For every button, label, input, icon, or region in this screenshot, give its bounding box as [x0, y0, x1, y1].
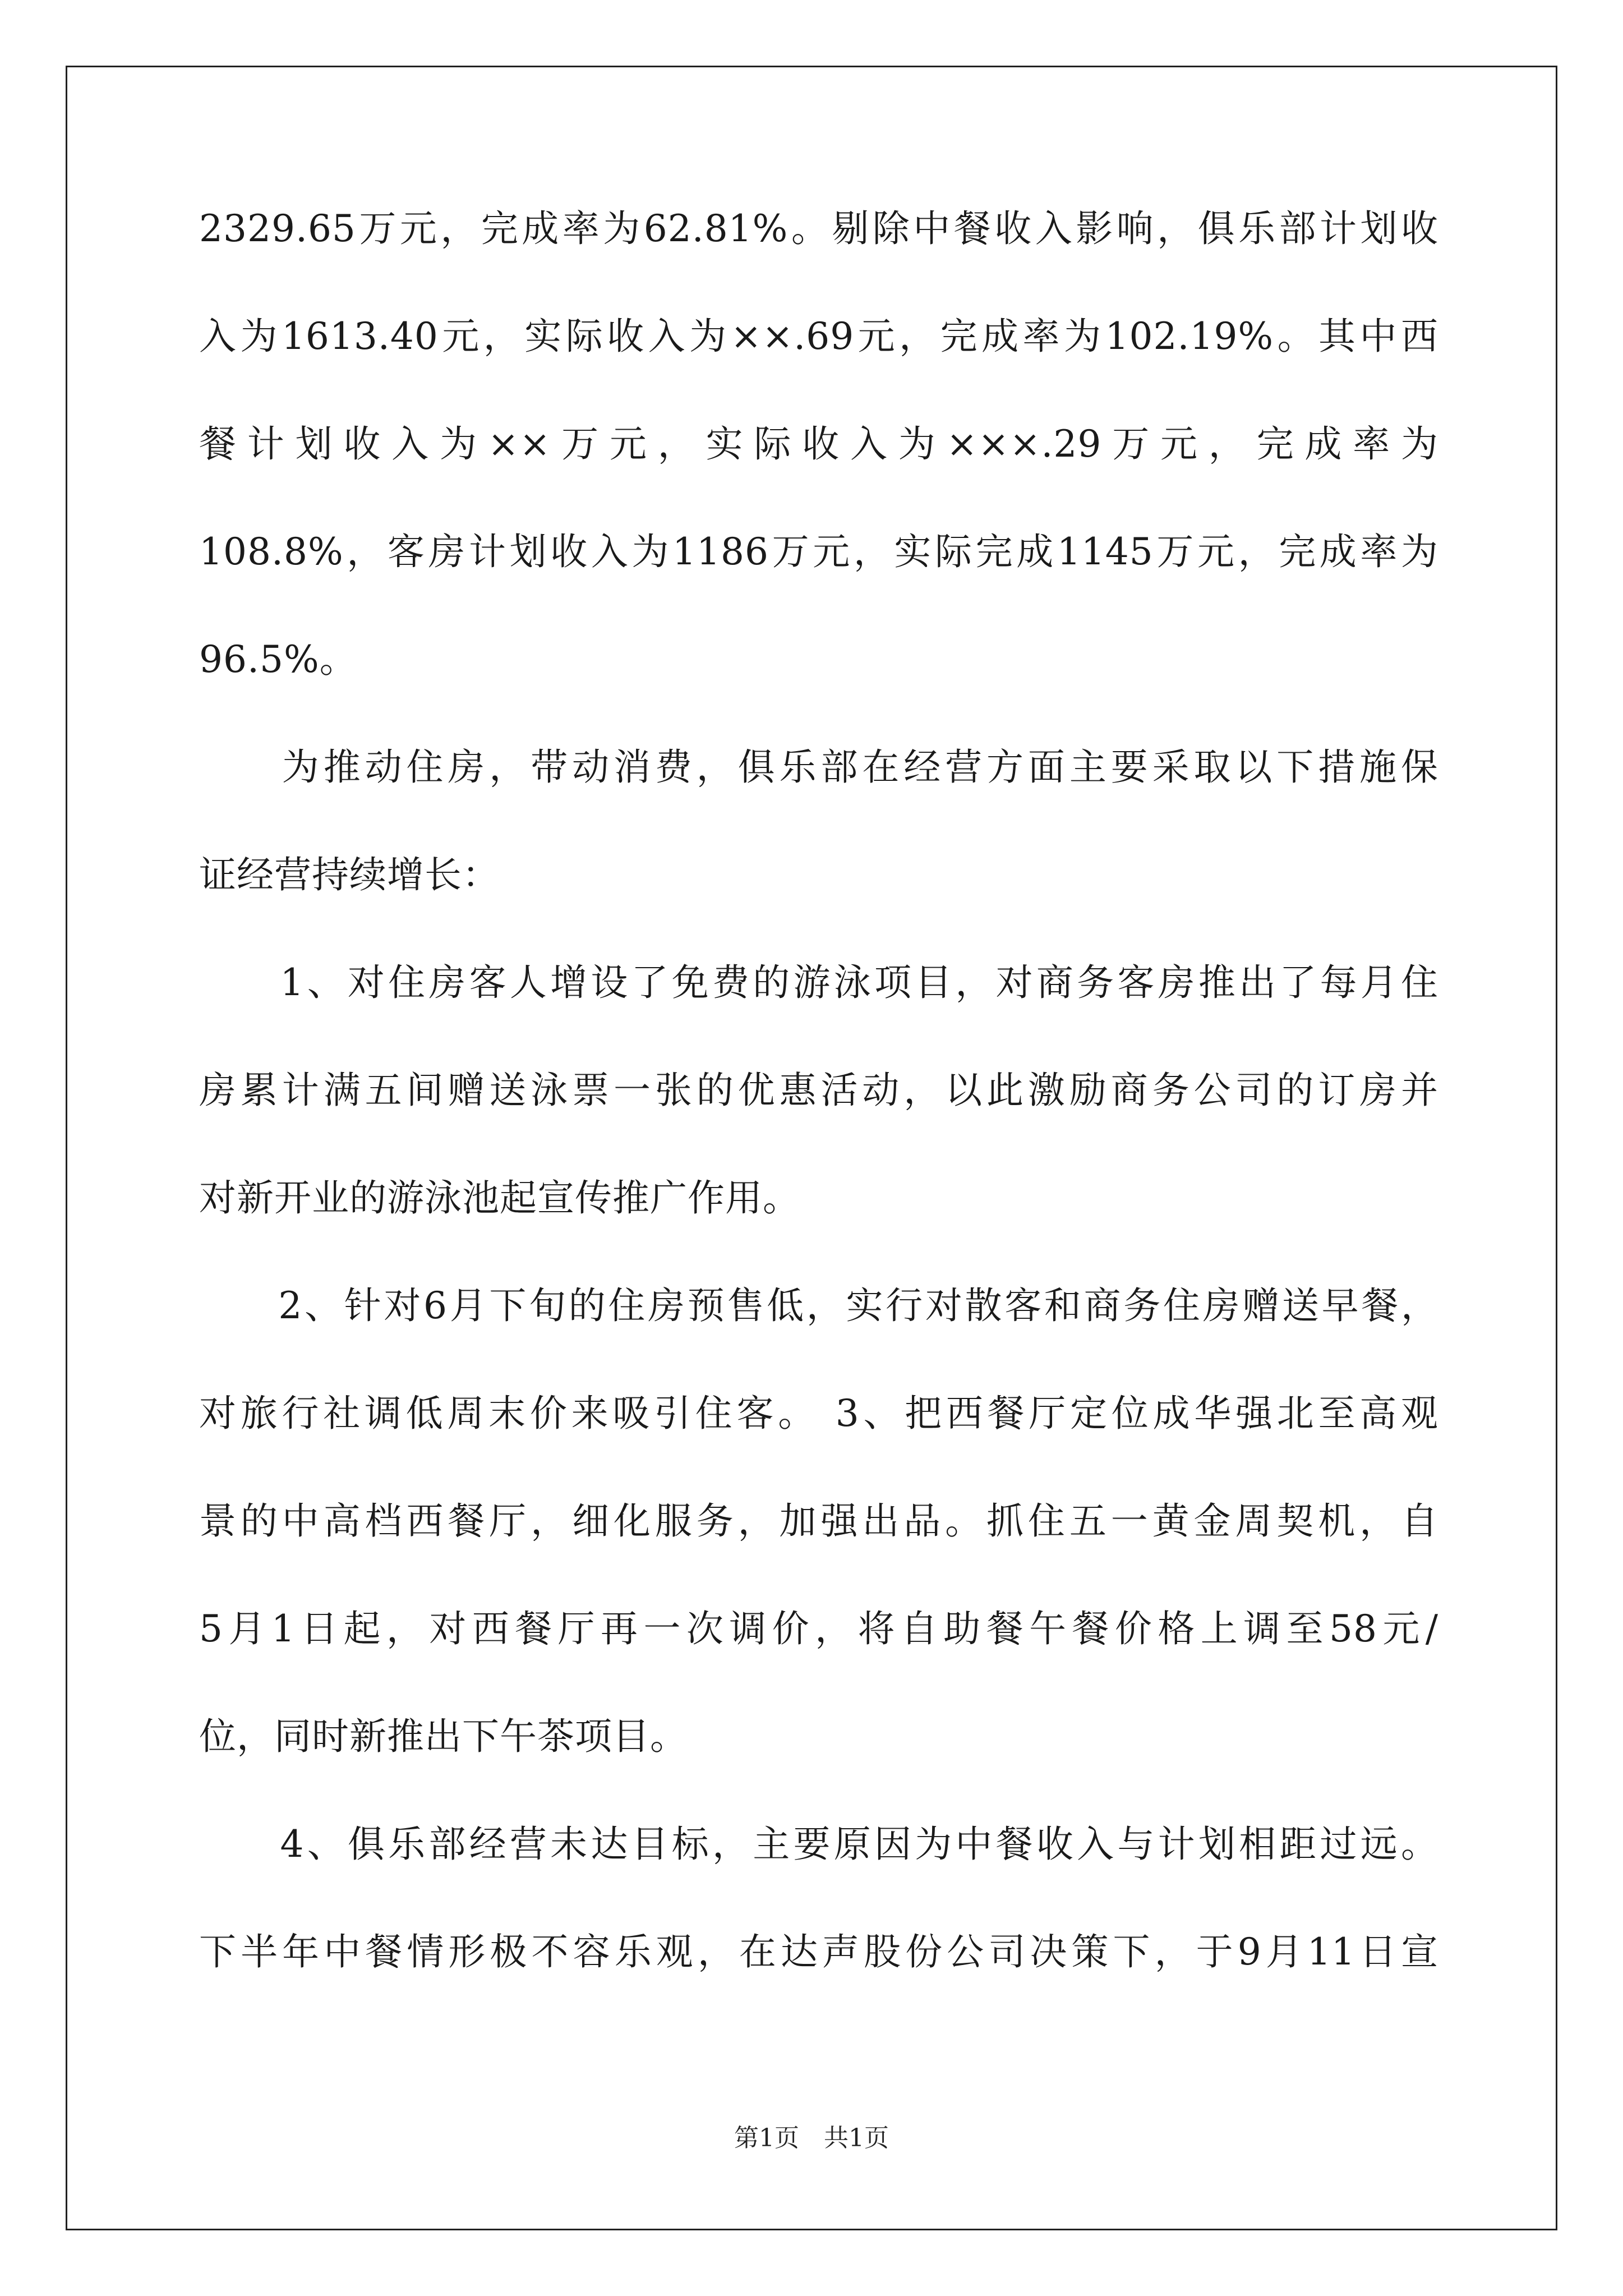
document-body: [199, 207, 1438, 2041]
text-line: 入为1613.40元，实际收入为××.69元，完成率为102.19%。其中西: [199, 315, 1438, 358]
text-line: 位，同时新推出下午茶项目。: [199, 1715, 688, 1758]
text-line: 餐计划收入为××万元，实际收入为×××.29万元，完成率为: [199, 422, 1438, 466]
text-line: 5月1日起，对西餐厅再一次调价，将自助餐午餐价格上调至58元/: [199, 1607, 1438, 1650]
text-line: 108.8%，客房计划收入为1186万元，实际完成1145万元，完成率为: [199, 530, 1438, 573]
text-line: 景的中高档西餐厅，细化服务，加强出品。抓住五一黄金周契机，自: [199, 1499, 1438, 1543]
text-line: 房累计满五间赠送泳票一张的优惠活动，以此激励商务公司的订房并: [199, 1069, 1438, 1112]
paragraph-first-line: 4、俱乐部经营未达目标，主要原因为中餐收入与计划相距过远。: [199, 1823, 1438, 1866]
paragraph-first-line: 为推动住房，带动消费，俱乐部在经营方面主要采取以下措施保: [199, 746, 1438, 789]
text-line: 96.5%。: [199, 638, 357, 681]
paragraph-first-line: 1、对住房客人增设了免费的游泳项目，对商务客房推出了每月住: [199, 961, 1438, 1004]
text-line: 对新开业的游泳池起宣传推广作用。: [199, 1176, 800, 1220]
text-line: 2329.65万元，完成率为62.81%。剔除中餐收入影响，俱乐部计划收: [199, 207, 1438, 250]
text-line: 证经营持续增长：: [199, 853, 500, 896]
paragraph-first-line: 2、针对6月下旬的住房预售低，实行对散客和商务住房赠送早餐，: [199, 1284, 1438, 1327]
page-footer: [0, 2126, 1623, 2151]
text-line: 下半年中餐情形极不容乐观，在达声股份公司决策下，于9月11日宣: [199, 1930, 1438, 1973]
page-number-label: 第1页 共1页: [734, 2124, 889, 2152]
text-line: 对旅行社调低周末价来吸引住客。 3、把西餐厅定位成华强北至高观: [199, 1392, 1438, 1435]
